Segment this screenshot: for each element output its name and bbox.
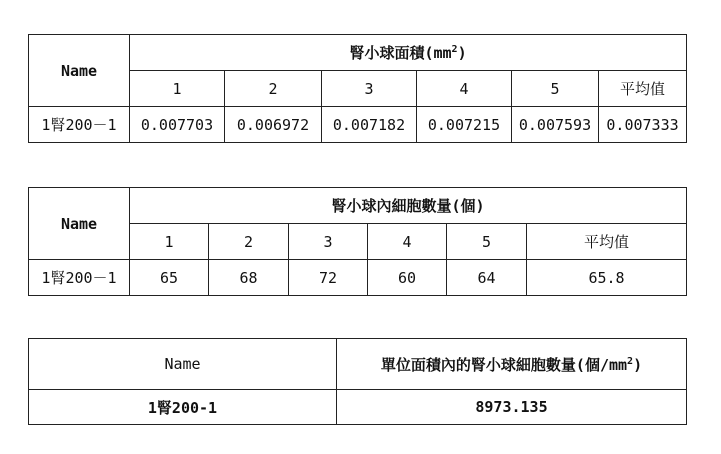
group-header: 腎小球內細胞數量(個) [130, 188, 687, 224]
name-header: Name [29, 339, 337, 390]
column-header: 1 [130, 224, 209, 260]
table-row [29, 390, 687, 425]
table-row [29, 260, 687, 296]
name-header: Name [29, 188, 130, 260]
table-cell: 0.007703 [130, 107, 225, 143]
table-header-row [29, 188, 687, 224]
row-label: 1腎200-1 [29, 390, 337, 425]
group-header: 腎小球面積$(mm^2)$ [130, 35, 687, 71]
table-cell: 64 [447, 260, 527, 296]
column-header: 4 [368, 224, 447, 260]
table-cell: 0.006972 [225, 107, 322, 143]
table-cell: 8973.135 [337, 390, 687, 425]
column-header-average: 平均值 [599, 71, 687, 107]
column-header: 5 [512, 71, 599, 107]
value-header: 單位面積內的腎小球細胞數量(個$/mm^2$) [337, 339, 687, 390]
table-cell: 72 [289, 260, 368, 296]
table-cell: 0.007593 [512, 107, 599, 143]
row-label: 1腎200－1 [29, 260, 130, 296]
table-header-row [29, 35, 687, 71]
table-cell: 0.007215 [417, 107, 512, 143]
name-header: Name [29, 35, 130, 107]
table-cell: 68 [209, 260, 289, 296]
column-header: 3 [289, 224, 368, 260]
glomerulus-cell-count-table [28, 187, 687, 296]
column-header: 4 [417, 71, 512, 107]
table-header-row [29, 339, 687, 390]
column-header: 5 [447, 224, 527, 260]
table-row [29, 107, 687, 143]
column-header: 2 [209, 224, 289, 260]
table-cell-average: 0.007333 [599, 107, 687, 143]
table-cell: 0.007182 [322, 107, 417, 143]
glomerulus-area-table [28, 34, 687, 143]
row-label: 1腎200－1 [29, 107, 130, 143]
table-cell: 60 [368, 260, 447, 296]
table-cell-average: 65.8 [527, 260, 687, 296]
cell-density-table [28, 338, 687, 425]
table-cell: 65 [130, 260, 209, 296]
column-header: 1 [130, 71, 225, 107]
column-header-average: 平均值 [527, 224, 687, 260]
column-header: 3 [322, 71, 417, 107]
column-header: 2 [225, 71, 322, 107]
